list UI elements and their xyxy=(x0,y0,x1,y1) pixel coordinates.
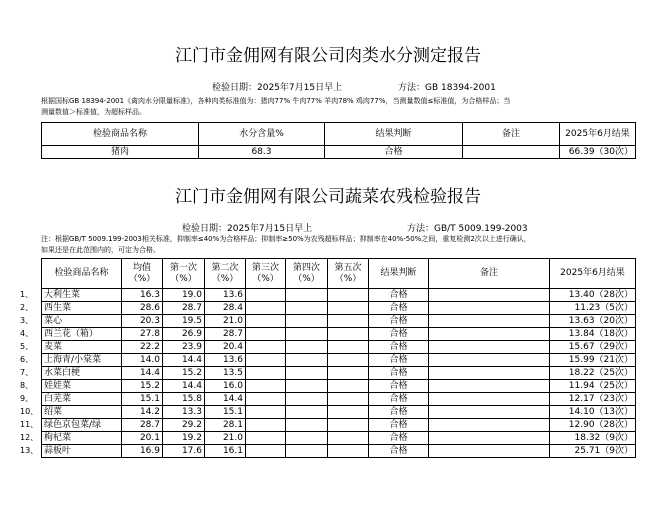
test-1-cell: 15.2 xyxy=(163,367,205,380)
average-cell: 14.2 xyxy=(122,406,163,419)
test-5-cell xyxy=(328,367,369,380)
test-2-cell: 16.0 xyxy=(205,380,246,393)
june-result-cell: 15.67（29次） xyxy=(550,341,636,354)
test-2-cell: 13.6 xyxy=(205,354,246,367)
test-5-cell xyxy=(328,289,369,302)
header-product-name: 检验商品名称 xyxy=(42,123,199,146)
test-1-cell: 19.5 xyxy=(163,315,205,328)
moisture-table-header xyxy=(42,123,636,146)
moisture-table xyxy=(41,122,636,159)
june-result-cell: 11.23（5次） xyxy=(550,302,636,315)
average-cell: 15.2 xyxy=(122,380,163,393)
test-4-cell xyxy=(286,419,328,432)
pesticide-method: 方法：GB/T 5009.199-2003 xyxy=(407,224,528,234)
product-name-cell: 麦菜 xyxy=(42,341,122,354)
product-name-cell: 菜心 xyxy=(42,315,122,328)
test-3-cell xyxy=(246,445,286,458)
table-row xyxy=(42,302,636,315)
june-result-cell: 15.99（21次） xyxy=(550,354,636,367)
row-number: 11、 xyxy=(20,420,39,429)
test-4-cell xyxy=(286,393,328,406)
result-cell: 合格 xyxy=(369,393,429,406)
june-result-cell: 18.22（25次） xyxy=(550,367,636,380)
test-4-cell xyxy=(286,432,328,445)
average-cell: 16.3 xyxy=(122,289,163,302)
june-result-cell: 13.84（18次） xyxy=(550,328,636,341)
pesticide-inspection-date: 检验日期：2025年7月15日早上 xyxy=(182,224,313,234)
row-number: 2、 xyxy=(20,303,34,312)
test-5-cell xyxy=(328,406,369,419)
average-cell: 15.1 xyxy=(122,393,163,406)
product-name-cell: 西兰花（箱） xyxy=(42,328,122,341)
result-cell: 合格 xyxy=(369,315,429,328)
remark-cell xyxy=(429,380,550,393)
result-cell: 合格 xyxy=(369,432,429,445)
header-remark: 备注 xyxy=(429,259,550,289)
table-row xyxy=(42,289,636,302)
header-product-name: 检验商品名称 xyxy=(42,259,122,289)
test-1-cell: 23.9 xyxy=(163,341,205,354)
test-3-cell xyxy=(246,367,286,380)
table-row xyxy=(42,367,636,380)
product-name-cell: 绍菜 xyxy=(42,406,122,419)
remark-cell xyxy=(429,328,550,341)
table-row xyxy=(42,315,636,328)
test-5-cell xyxy=(328,354,369,367)
header-result: 结果判断 xyxy=(325,123,463,146)
test-3-cell xyxy=(246,432,286,445)
test-4-cell xyxy=(286,341,328,354)
remark-cell xyxy=(463,146,560,159)
row-number: 1、 xyxy=(20,290,34,299)
header-test-1: 第一次 （%） xyxy=(163,259,205,289)
test-3-cell xyxy=(246,406,286,419)
average-cell: 28.7 xyxy=(122,419,163,432)
june-result-cell: 13.63（20次） xyxy=(550,315,636,328)
test-2-cell: 15.1 xyxy=(205,406,246,419)
test-1-cell: 13.3 xyxy=(163,406,205,419)
average-cell: 27.8 xyxy=(122,328,163,341)
remark-cell xyxy=(429,341,550,354)
average-cell: 20.3 xyxy=(122,315,163,328)
table-row xyxy=(42,419,636,432)
table-row xyxy=(42,445,636,458)
average-cell: 14.0 xyxy=(122,354,163,367)
row-number: 6、 xyxy=(20,355,34,364)
june-result-cell: 12.90（28次） xyxy=(550,419,636,432)
test-5-cell xyxy=(328,432,369,445)
test-4-cell xyxy=(286,289,328,302)
remark-cell xyxy=(429,419,550,432)
result-cell: 合格 xyxy=(369,302,429,315)
row-number: 13、 xyxy=(20,446,39,455)
test-3-cell xyxy=(246,393,286,406)
table-row xyxy=(42,354,636,367)
test-1-cell: 15.8 xyxy=(163,393,205,406)
test-4-cell xyxy=(286,406,328,419)
header-june-result: 2025年6月结果 xyxy=(550,259,636,289)
header-test-2: 第二次 （%） xyxy=(205,259,246,289)
row-number: 3、 xyxy=(20,316,34,325)
remark-cell xyxy=(429,289,550,302)
header-test-5: 第五次 （%） xyxy=(328,259,369,289)
test-2-cell: 21.0 xyxy=(205,315,246,328)
table-row xyxy=(42,146,636,159)
product-name-cell: 西生菜 xyxy=(42,302,122,315)
test-2-cell: 21.0 xyxy=(205,432,246,445)
test-1-cell: 14.4 xyxy=(163,380,205,393)
product-name-cell: 猪肉 xyxy=(42,146,199,159)
test-1-cell: 26.9 xyxy=(163,328,205,341)
test-4-cell xyxy=(286,302,328,315)
row-number: 9、 xyxy=(20,394,34,403)
header-test-3: 第三次 （%） xyxy=(246,259,286,289)
test-3-cell xyxy=(246,354,286,367)
moisture-inspection-date: 检验日期：2025年7月15日早上 xyxy=(212,83,343,93)
test-4-cell xyxy=(286,328,328,341)
product-name-cell: 水菜白梗 xyxy=(42,367,122,380)
test-2-cell: 13.5 xyxy=(205,367,246,380)
row-number: 8、 xyxy=(20,381,34,390)
pesticide-standard-note: 注：根据GB/T 5009.199-2003相关标准，抑制率≤40%为合格样品；抑制率≥50%为农残超标样品；抑制率在40%-50%之间，重复检测2次以上进行确认， 如果还是在此范围内的，可定为合格。 xyxy=(41,235,531,254)
moisture-value-cell: 68.3 xyxy=(199,146,325,159)
remark-cell xyxy=(429,367,550,380)
average-cell: 20.1 xyxy=(122,432,163,445)
test-3-cell xyxy=(246,380,286,393)
test-5-cell xyxy=(328,341,369,354)
header-remark: 备注 xyxy=(463,123,560,146)
header-moisture-content: 水分含量% xyxy=(199,123,325,146)
row-number: 5、 xyxy=(20,342,34,351)
remark-cell xyxy=(429,406,550,419)
average-cell: 28.6 xyxy=(122,302,163,315)
table-row xyxy=(42,432,636,445)
pesticide-report-title: 江门市金佣网有限公司蔬菜农残检验报告 xyxy=(175,187,481,207)
test-3-cell xyxy=(246,289,286,302)
test-2-cell: 14.4 xyxy=(205,393,246,406)
row-number: 4、 xyxy=(20,329,34,338)
test-4-cell xyxy=(286,354,328,367)
test-4-cell xyxy=(286,380,328,393)
result-cell: 合格 xyxy=(369,419,429,432)
average-cell: 16.9 xyxy=(122,445,163,458)
remark-cell xyxy=(429,432,550,445)
remark-cell xyxy=(429,393,550,406)
june-result-cell: 14.10（13次） xyxy=(550,406,636,419)
test-2-cell: 28.1 xyxy=(205,419,246,432)
product-name-cell: 枸杞菜 xyxy=(42,432,122,445)
moisture-method: 方法：GB 18394-2001 xyxy=(398,83,496,93)
header-test-4: 第四次 （%） xyxy=(286,259,328,289)
test-1-cell: 19.0 xyxy=(163,289,205,302)
test-5-cell xyxy=(328,302,369,315)
test-3-cell xyxy=(246,328,286,341)
row-number: 10、 xyxy=(20,407,39,416)
test-5-cell xyxy=(328,315,369,328)
table-row xyxy=(42,328,636,341)
test-1-cell: 28.7 xyxy=(163,302,205,315)
product-name-cell: 绿色京包菜/绿 xyxy=(42,419,122,432)
result-cell: 合格 xyxy=(369,289,429,302)
header-average: 均值 （%） xyxy=(122,259,163,289)
product-name-cell: 大利生菜 xyxy=(42,289,122,302)
table-row xyxy=(42,406,636,419)
test-4-cell xyxy=(286,445,328,458)
june-result-cell: 66.39（30次） xyxy=(560,146,636,159)
header-result: 结果判断 xyxy=(369,259,429,289)
row-number: 7、 xyxy=(20,368,34,377)
remark-cell xyxy=(429,354,550,367)
product-name-cell: 白芜菜 xyxy=(42,393,122,406)
test-4-cell xyxy=(286,315,328,328)
product-name-cell: 娃娃菜 xyxy=(42,380,122,393)
june-result-cell: 11.94（25次） xyxy=(550,380,636,393)
june-result-cell: 25.71（9次） xyxy=(550,445,636,458)
test-5-cell xyxy=(328,393,369,406)
result-cell: 合格 xyxy=(369,445,429,458)
average-cell: 22.2 xyxy=(122,341,163,354)
row-number: 12、 xyxy=(20,433,39,442)
test-1-cell: 19.2 xyxy=(163,432,205,445)
remark-cell xyxy=(429,302,550,315)
average-cell: 14.4 xyxy=(122,367,163,380)
test-5-cell xyxy=(328,380,369,393)
test-4-cell xyxy=(286,367,328,380)
test-3-cell xyxy=(246,315,286,328)
test-2-cell: 13.6 xyxy=(205,289,246,302)
result-cell: 合格 xyxy=(369,406,429,419)
june-result-cell: 13.40（28次） xyxy=(550,289,636,302)
test-2-cell: 28.4 xyxy=(205,302,246,315)
moisture-standard-note: 根据国标GB 18394-2001《禽肉水分限量标准》，各种肉类标准值为：猪肉77% 牛肉77% 羊肉78% 鸡肉77%，当测量数值≤标准值，为合格样品；当 测量数值＞标准值，为超标样品。 xyxy=(41,97,511,116)
test-1-cell: 29.2 xyxy=(163,419,205,432)
pesticide-table-header xyxy=(42,259,636,289)
table-row xyxy=(42,380,636,393)
result-cell: 合格 xyxy=(369,341,429,354)
test-5-cell xyxy=(328,445,369,458)
june-result-cell: 12.17（23次） xyxy=(550,393,636,406)
remark-cell xyxy=(429,445,550,458)
test-3-cell xyxy=(246,302,286,315)
product-name-cell: 蒜板叶 xyxy=(42,445,122,458)
test-2-cell: 16.1 xyxy=(205,445,246,458)
test-2-cell: 20.4 xyxy=(205,341,246,354)
result-cell: 合格 xyxy=(369,380,429,393)
result-cell: 合格 xyxy=(369,328,429,341)
moisture-report-title: 江门市金佣网有限公司肉类水分测定报告 xyxy=(175,46,481,66)
test-1-cell: 17.6 xyxy=(163,445,205,458)
remark-cell xyxy=(429,315,550,328)
result-cell: 合格 xyxy=(369,367,429,380)
pesticide-table xyxy=(41,258,636,458)
result-cell: 合格 xyxy=(369,354,429,367)
table-row xyxy=(42,393,636,406)
test-5-cell xyxy=(328,328,369,341)
result-cell: 合格 xyxy=(325,146,463,159)
test-3-cell xyxy=(246,341,286,354)
test-5-cell xyxy=(328,419,369,432)
june-result-cell: 18.32（9次） xyxy=(550,432,636,445)
table-row xyxy=(42,341,636,354)
test-1-cell: 14.4 xyxy=(163,354,205,367)
test-2-cell: 28.7 xyxy=(205,328,246,341)
header-june-result: 2025年6月结果 xyxy=(560,123,636,146)
product-name-cell: 上海青/小棠菜 xyxy=(42,354,122,367)
test-3-cell xyxy=(246,419,286,432)
